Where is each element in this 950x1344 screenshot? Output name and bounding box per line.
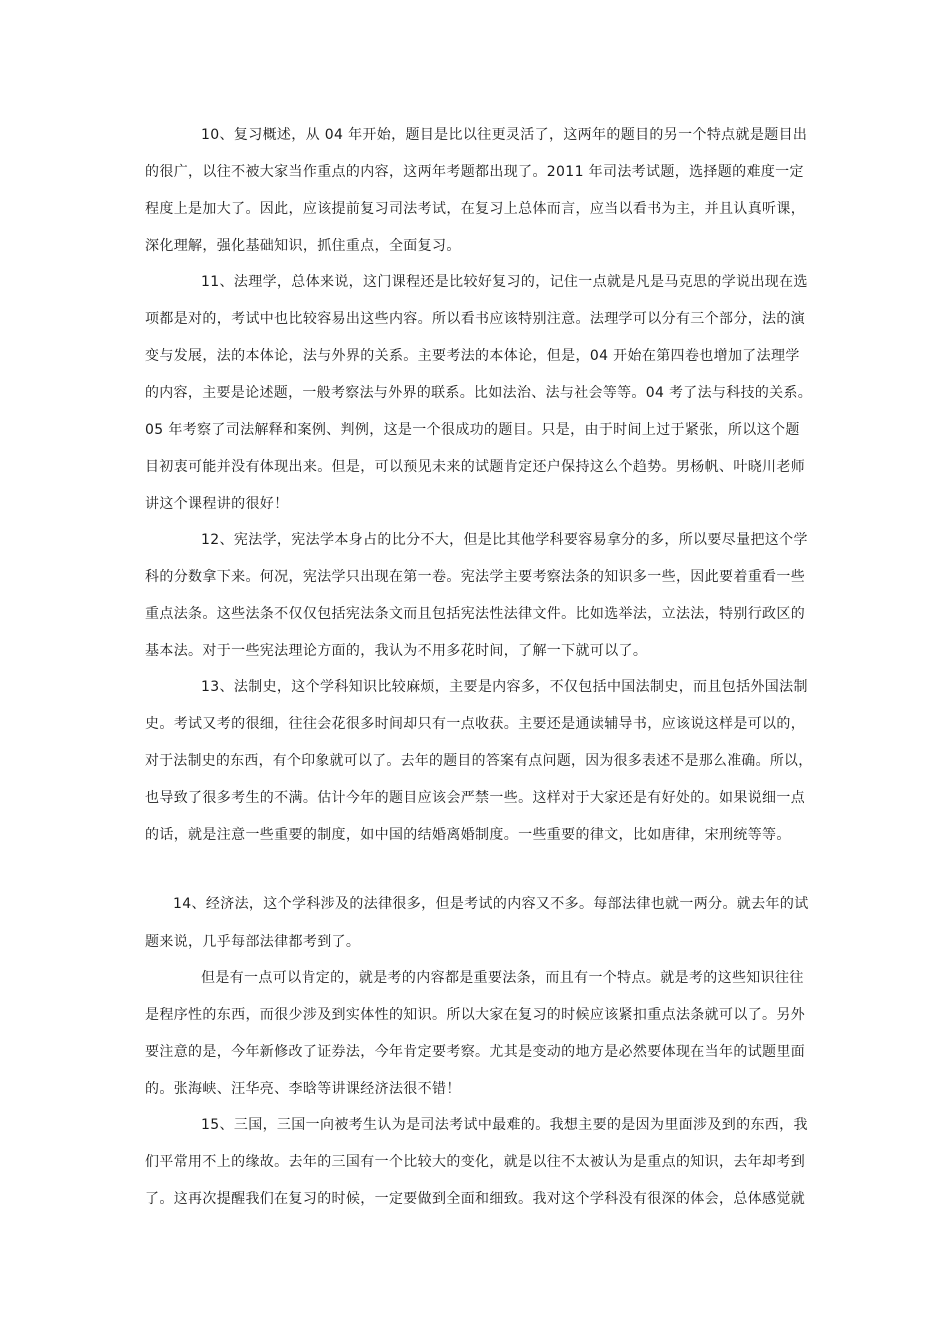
- paragraph-13-line-1: 13、法制史，这个学科知识比较麻烦，主要是内容多，不仅包括中国法制史，而且包括外国法制: [201, 679, 808, 695]
- paragraph-12-line-2: 科的分数拿下来。何况，宪法学只出现在第一卷。宪法学主要考察法条的知识多一些，因此要着重看一些: [145, 569, 806, 585]
- paragraph-14-line-1: 14、经济法，这个学科涉及的法律很多，但是考试的内容又不多。每部法律也就一两分。就去年的试: [173, 896, 809, 912]
- paragraph-11-line-7: 讲这个课程讲的很好！: [145, 496, 289, 512]
- paragraph-11-line-1: 11、法理学，总体来说，这门课程还是比较好复习的，记住一点就是凡是马克思的学说出现在选: [201, 274, 808, 290]
- paragraph-15-line-1: 15、三国，三国一向被考生认为是司法考试中最难的。我想主要的是因为里面涉及到的东西，我: [201, 1117, 808, 1133]
- paragraph-13-line-2: 史。考试又考的很细，往往会花很多时间却只有一点收获。主要还是通读辅导书，应该说这样是可以的，: [145, 716, 806, 732]
- paragraph-11-line-4: 的内容，主要是论述题，一般考察法与外界的联系。比如法治、法与社会等等。04 考了法与科技的关系。: [145, 385, 813, 401]
- paragraph-12-line-3: 重点法条。这些法条不仅仅包括宪法条文而且包括宪法性法律文件。比如选举法，立法法，特别行政区的: [145, 606, 806, 622]
- paragraph-11-line-6: 目初衷可能并没有体现出来。但是，可以预见未来的试题肯定还户保持这么个趋势。男杨帆、叶晓川老师: [145, 459, 806, 475]
- paragraph-14b-line-4: 的。张海峡、汪华亮、李晗等讲课经济法很不错！: [145, 1081, 461, 1097]
- paragraph-10-line-2: 的很广，以往不被大家当作重点的内容，这两年考题都出现了。2011 年司法考试题，选择题的难度一定: [145, 164, 804, 180]
- paragraph-13-line-5: 的话，就是注意一些重要的制度，如中国的结婚离婚制度。一些重要的律文，比如唐律，宋刑统等等。: [145, 827, 791, 843]
- paragraph-11-line-5: 05 年考察了司法解释和案例、判例，这是一个很成功的题目。只是，由于时间上过于紧张，所以这个题: [145, 422, 800, 438]
- paragraph-11-line-3: 变与发展，法的本体论，法与外界的关系。主要考法的本体论，但是，04 开始在第四卷也增加了法理学: [145, 348, 800, 364]
- paragraph-11-line-2: 项都是对的，考试中也比较容易出这些内容。所以看书应该特别注意。法理学可以分有三个部分，法的演: [145, 311, 806, 327]
- paragraph-14-line-2: 题来说，几乎每部法律都考到了。: [145, 934, 361, 950]
- paragraph-12-line-1: 12、宪法学，宪法学本身占的比分不大，但是比其他学科要容易拿分的多，所以要尽量把这个学: [201, 532, 808, 548]
- paragraph-15-line-2: 们平常用不上的缘故。去年的三国有一个比较大的变化，就是以往不太被认为是重点的知识，去年却考到: [145, 1154, 806, 1170]
- paragraph-12-line-4: 基本法。对于一些宪法理论方面的，我认为不用多花时间，了解一下就可以了。: [145, 643, 648, 659]
- paragraph-15-line-3: 了。这再次提醒我们在复习的时候，一定要做到全面和细致。我对这个学科没有很深的体会，总体感觉就: [145, 1191, 806, 1207]
- paragraph-14b-line-3: 要注意的是，今年新修改了证券法，今年肯定要考察。尤其是变动的地方是必然要体现在当年的试题里面: [145, 1044, 806, 1060]
- paragraph-10-line-3: 程度上是加大了。因此，应该提前复习司法考试，在复习上总体而言，应当以看书为主，并且认真听课，: [145, 201, 806, 217]
- paragraph-10-line-4: 深化理解，强化基础知识，抓住重点，全面复习。: [145, 238, 461, 254]
- paragraph-10-line-1: 10、复习概述，从 04 年开始，题目是比以往更灵活了，这两年的题目的另一个特点就是题目出: [201, 127, 808, 143]
- paragraph-14b-line-2: 是程序性的东西，而很少涉及到实体性的知识。所以大家在复习的时候应该紧扣重点法条就可以了。另外: [145, 1007, 806, 1023]
- paragraph-13-line-4: 也导致了很多考生的不满。估计今年的题目应该会严禁一些。这样对于大家还是有好处的。如果说细一点: [145, 790, 806, 806]
- paragraph-14b-line-1: 但是有一点可以肯定的，就是考的内容都是重要法条，而且有一个特点。就是考的这些知识往往: [201, 970, 804, 986]
- paragraph-13-line-3: 对于法制史的东西，有个印象就可以了。去年的题目的答案有点问题，因为很多表述不是那么准确。所以，: [145, 753, 813, 769]
